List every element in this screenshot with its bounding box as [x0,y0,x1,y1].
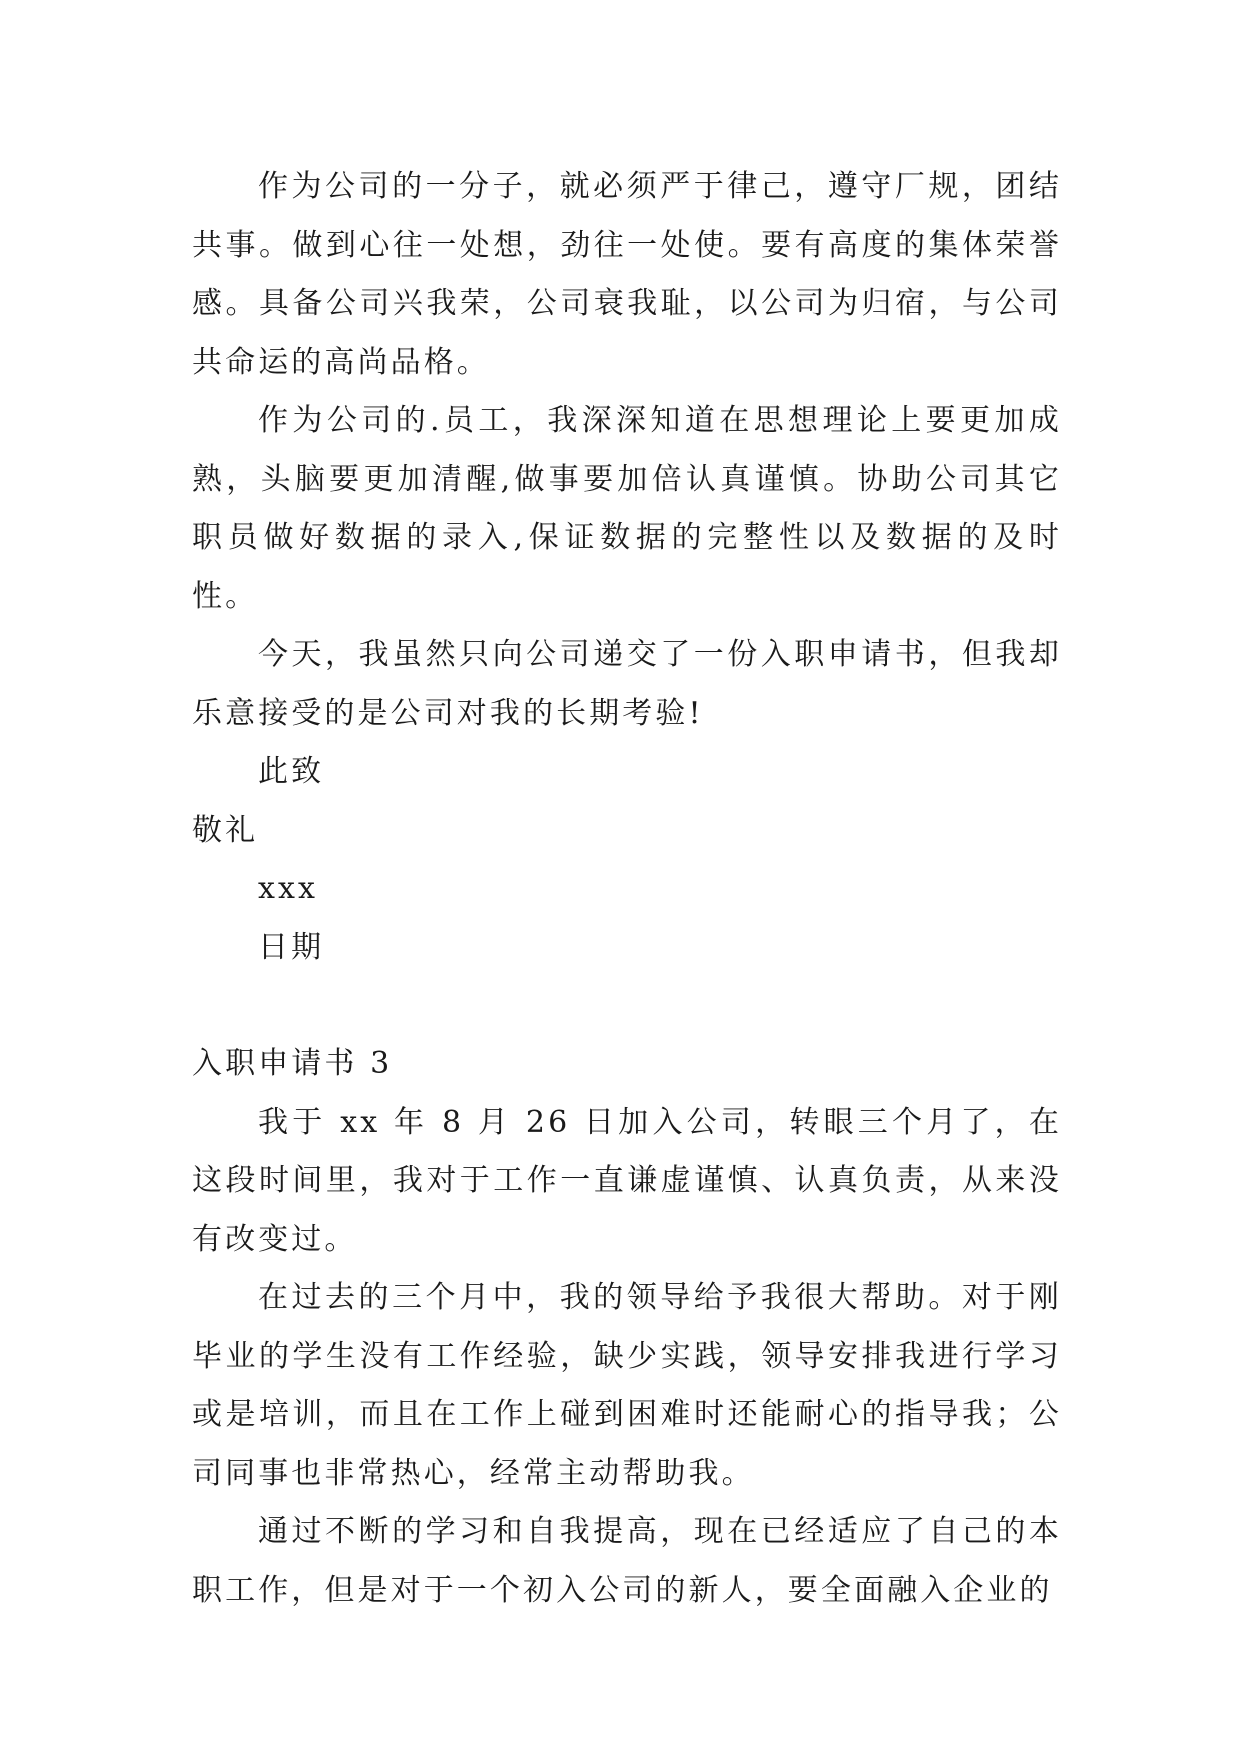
paragraph-employee-duty: 作为公司的.员工，我深深知道在思想理论上要更加成熟，头脑要更加清醒,做事要加倍认真谨慎。协助公司其它职员做好数据的录入,保证数据的完整性以及数据的及时性。 [192,403,1062,614]
paragraph-team-spirit: 作为公司的一分子，就必须严于律己，遵守厂规，团结共事。做到心往一处想，劲往一处使。要有高度的集体荣誉感。具备公司兴我荣，公司衰我耻，以公司为归宿，与公司共命运的高尚品格。 [192,169,1062,380]
signature: xxx [258,871,319,906]
document-body [192,158,1062,1620]
section-title: 入职申请书 3 [192,1046,393,1081]
salutation: 此致 [258,754,325,789]
paragraph-adaptation: 通过不断的学习和自我提高，现在已经适应了自己的本职工作，但是对于一个初入公司的新人，要全面融入企业的 [192,1514,1062,1608]
paragraph-joining: 我于 xx 年 8 月 26 日加入公司，转眼三个月了，在这段时间里，我对于工作一直谦虚谨慎、认真负责，从来没有改变过。 [192,1104,1062,1257]
regards: 敬礼 [192,812,259,848]
paragraph-help-received: 在过去的三个月中，我的领导给予我很大帮助。对于刚毕业的学生没有工作经验，缺少实践，领导安排我进行学习或是培训，而且在工作上碰到困难时还能耐心的指导我；公司同事也非常热心，经常主动帮助我。 [192,1280,1062,1491]
date-line: 日期 [258,929,325,965]
section-gap [192,977,1062,1035]
paragraph-application: 今天，我虽然只向公司递交了一份入职申请书，但我却乐意接受的是公司对我的长期考验! [192,637,1062,731]
